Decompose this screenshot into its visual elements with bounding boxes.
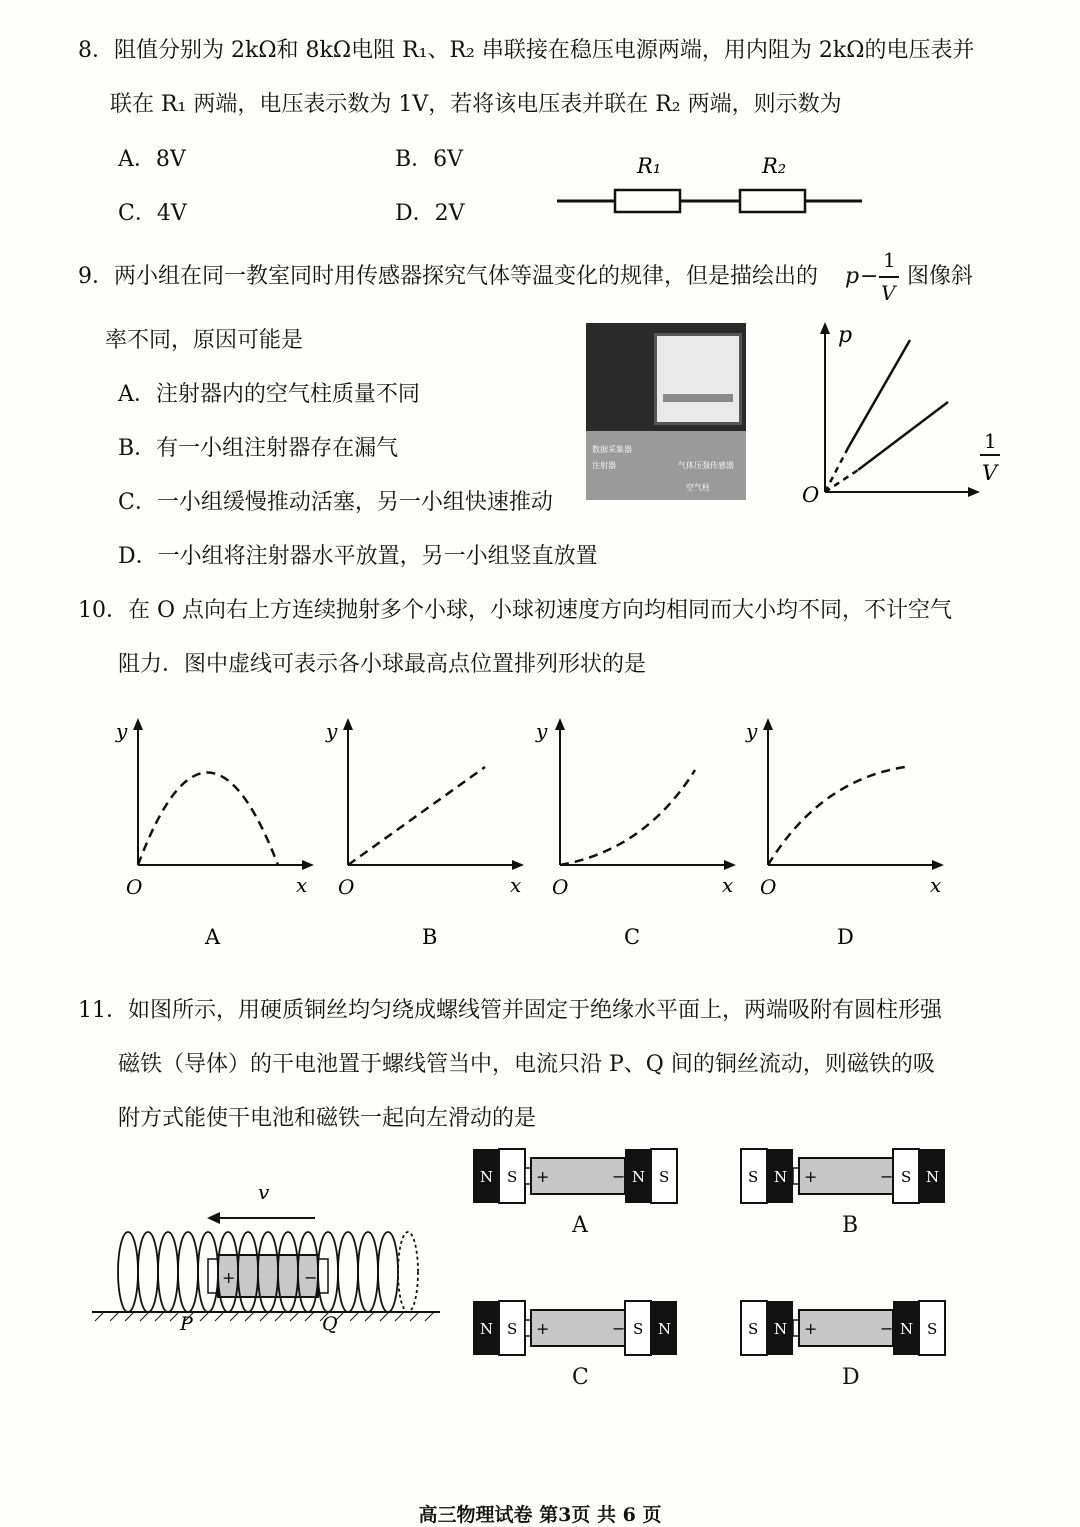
svg-text:+: + xyxy=(804,1167,818,1186)
q11-line-3: 附方式能使干电池和磁铁一起向左滑动的是 xyxy=(118,1106,537,1131)
svg-text:N: N xyxy=(480,1320,494,1338)
q10-graph-d xyxy=(745,718,944,899)
svg-text:O: O xyxy=(760,875,777,899)
graph-x-num: 1 xyxy=(984,429,997,453)
svg-text:+: + xyxy=(804,1319,818,1338)
svg-text:N: N xyxy=(900,1320,914,1338)
r2-label: R₂ xyxy=(762,154,787,178)
point-p-label: P xyxy=(180,1313,193,1335)
q9-option-b: B．有一小组注射器存在漏气 xyxy=(118,436,399,461)
q11-option-a xyxy=(472,1148,684,1208)
r1-label: R₁ xyxy=(637,154,662,178)
q11-option-c xyxy=(472,1300,684,1360)
q8-line-2: 联在 R₁ 两端，电压表示数为 1V，若将该电压表并联在 R₂ 两端，则示数为 xyxy=(110,92,842,117)
svg-text:+: + xyxy=(536,1167,550,1186)
photo-label-syringe: 注射器 xyxy=(592,461,616,470)
svg-text:−: − xyxy=(304,1268,318,1287)
computer-monitor xyxy=(654,333,742,425)
svg-text:S: S xyxy=(507,1168,518,1186)
q8-line-1: 8．阻值分别为 2kΩ和 8kΩ电阻 R₁、R₂ 串联接在稳压电源两端，用内阻为 2kΩ的电压表并 xyxy=(78,38,975,63)
q9-frac-num: 1 xyxy=(883,248,896,272)
svg-text:N: N xyxy=(774,1320,788,1338)
photo-label-collector: 数据采集器 xyxy=(592,445,632,454)
q8-circuit-diagram xyxy=(555,145,865,225)
graph-p-label: p xyxy=(838,323,853,348)
svg-text:S: S xyxy=(927,1320,938,1338)
q8-option-b: B．6V xyxy=(395,147,464,172)
svg-text:S: S xyxy=(748,1320,759,1338)
svg-text:N: N xyxy=(658,1320,672,1338)
q9-option-a: A．注射器内的空气柱质量不同 xyxy=(118,382,420,407)
svg-text:x: x xyxy=(930,873,942,897)
svg-text:O: O xyxy=(126,875,143,899)
svg-text:O: O xyxy=(338,875,355,899)
q10-graph-c xyxy=(535,718,736,899)
svg-text:x: x xyxy=(296,873,308,897)
q9-apparatus-photo xyxy=(586,323,746,500)
svg-text:O: O xyxy=(552,875,569,899)
q10-caption-b: B xyxy=(422,925,438,949)
svg-text:y: y xyxy=(536,719,548,743)
q8-option-d: D．2V xyxy=(395,201,465,226)
svg-text:S: S xyxy=(633,1320,644,1338)
q9-p-symbol: p xyxy=(845,264,860,289)
q10-graph-a xyxy=(115,718,314,899)
svg-text:+: + xyxy=(222,1268,236,1287)
svg-text:−: − xyxy=(880,1319,894,1338)
q10-caption-c: C xyxy=(624,925,641,949)
graph-x-den: V xyxy=(982,461,998,485)
svg-text:−: − xyxy=(612,1319,626,1338)
svg-text:−: − xyxy=(612,1167,626,1186)
resistor-r1 xyxy=(615,190,680,212)
svg-text:N: N xyxy=(926,1168,940,1186)
svg-text:N: N xyxy=(774,1168,788,1186)
svg-text:N: N xyxy=(480,1168,494,1186)
velocity-label: v xyxy=(258,1180,270,1204)
q9-frac-den: V xyxy=(881,281,896,305)
svg-text:−: − xyxy=(880,1167,894,1186)
q10-option-graphs xyxy=(100,710,980,960)
q11-line-1: 11．如图所示，用硬质铜丝均匀绕成螺线管并固定于绝缘水平面上，两端吸附有圆柱形强 xyxy=(78,998,942,1023)
q11-line-2: 磁铁（导体）的干电池置于螺线管当中，电流只沿 P、Q 间的铜丝流动，则磁铁的吸 xyxy=(118,1052,935,1077)
q9-line-1-suffix: 图像斜 xyxy=(907,264,974,289)
ground-hatch xyxy=(95,1312,434,1321)
resistor-r2 xyxy=(740,190,805,212)
q11-option-b xyxy=(740,1148,952,1208)
q10-line-2: 阻力．图中虚线可表示各小球最高点位置排列形状的是 xyxy=(118,652,647,677)
graph-origin: O xyxy=(802,483,820,507)
q11-solenoid-figure xyxy=(90,1175,450,1335)
q10-graph-b xyxy=(325,718,524,899)
svg-text:S: S xyxy=(901,1168,912,1186)
page-footer: 高三物理试卷 第3页 共 6 页 xyxy=(418,1504,662,1526)
q9-dash: − xyxy=(860,264,879,289)
q9-line-1-prefix: 9．两小组在同一教室同时用传感器探究气体等温变化的规律，但是描绘出的 xyxy=(78,264,818,289)
svg-text:y: y xyxy=(326,719,338,743)
q11-caption-c: C xyxy=(572,1365,589,1390)
svg-text:x: x xyxy=(510,873,522,897)
svg-text:+: + xyxy=(536,1319,550,1338)
photo-label-sensor: 气体压强传感器 xyxy=(678,461,734,470)
svg-text:S: S xyxy=(659,1168,670,1186)
q10-line-1: 10．在 O 点向右上方连续抛射多个小球，小球初速度方向均相同而大小均不同，不计空气 xyxy=(78,598,953,623)
svg-text:y: y xyxy=(746,719,758,743)
q9-option-d: D．一小组将注射器水平放置，另一小组竖直放置 xyxy=(118,544,598,569)
q10-caption-a: A xyxy=(205,925,221,949)
q11-caption-d: D xyxy=(842,1365,860,1390)
svg-text:x: x xyxy=(722,873,734,897)
q9-option-c: C．一小组缓慢推动活塞，另一小组快速推动 xyxy=(118,490,553,515)
q8-option-a: A．8V xyxy=(118,147,186,172)
q9-p-graph xyxy=(790,320,1020,520)
q9-line-2: 率不同，原因可能是 xyxy=(105,328,304,353)
svg-text:y: y xyxy=(116,719,128,743)
point-q-label: Q xyxy=(322,1313,338,1335)
q8-option-c: C．4V xyxy=(118,201,187,226)
svg-text:S: S xyxy=(748,1168,759,1186)
photo-label-air-column: 空气柱 xyxy=(686,483,710,492)
q11-caption-a: A xyxy=(572,1213,588,1238)
svg-text:S: S xyxy=(507,1320,518,1338)
svg-text:N: N xyxy=(632,1168,646,1186)
q11-option-d xyxy=(740,1300,952,1360)
q10-caption-d: D xyxy=(837,925,854,949)
q11-caption-b: B xyxy=(842,1213,859,1238)
